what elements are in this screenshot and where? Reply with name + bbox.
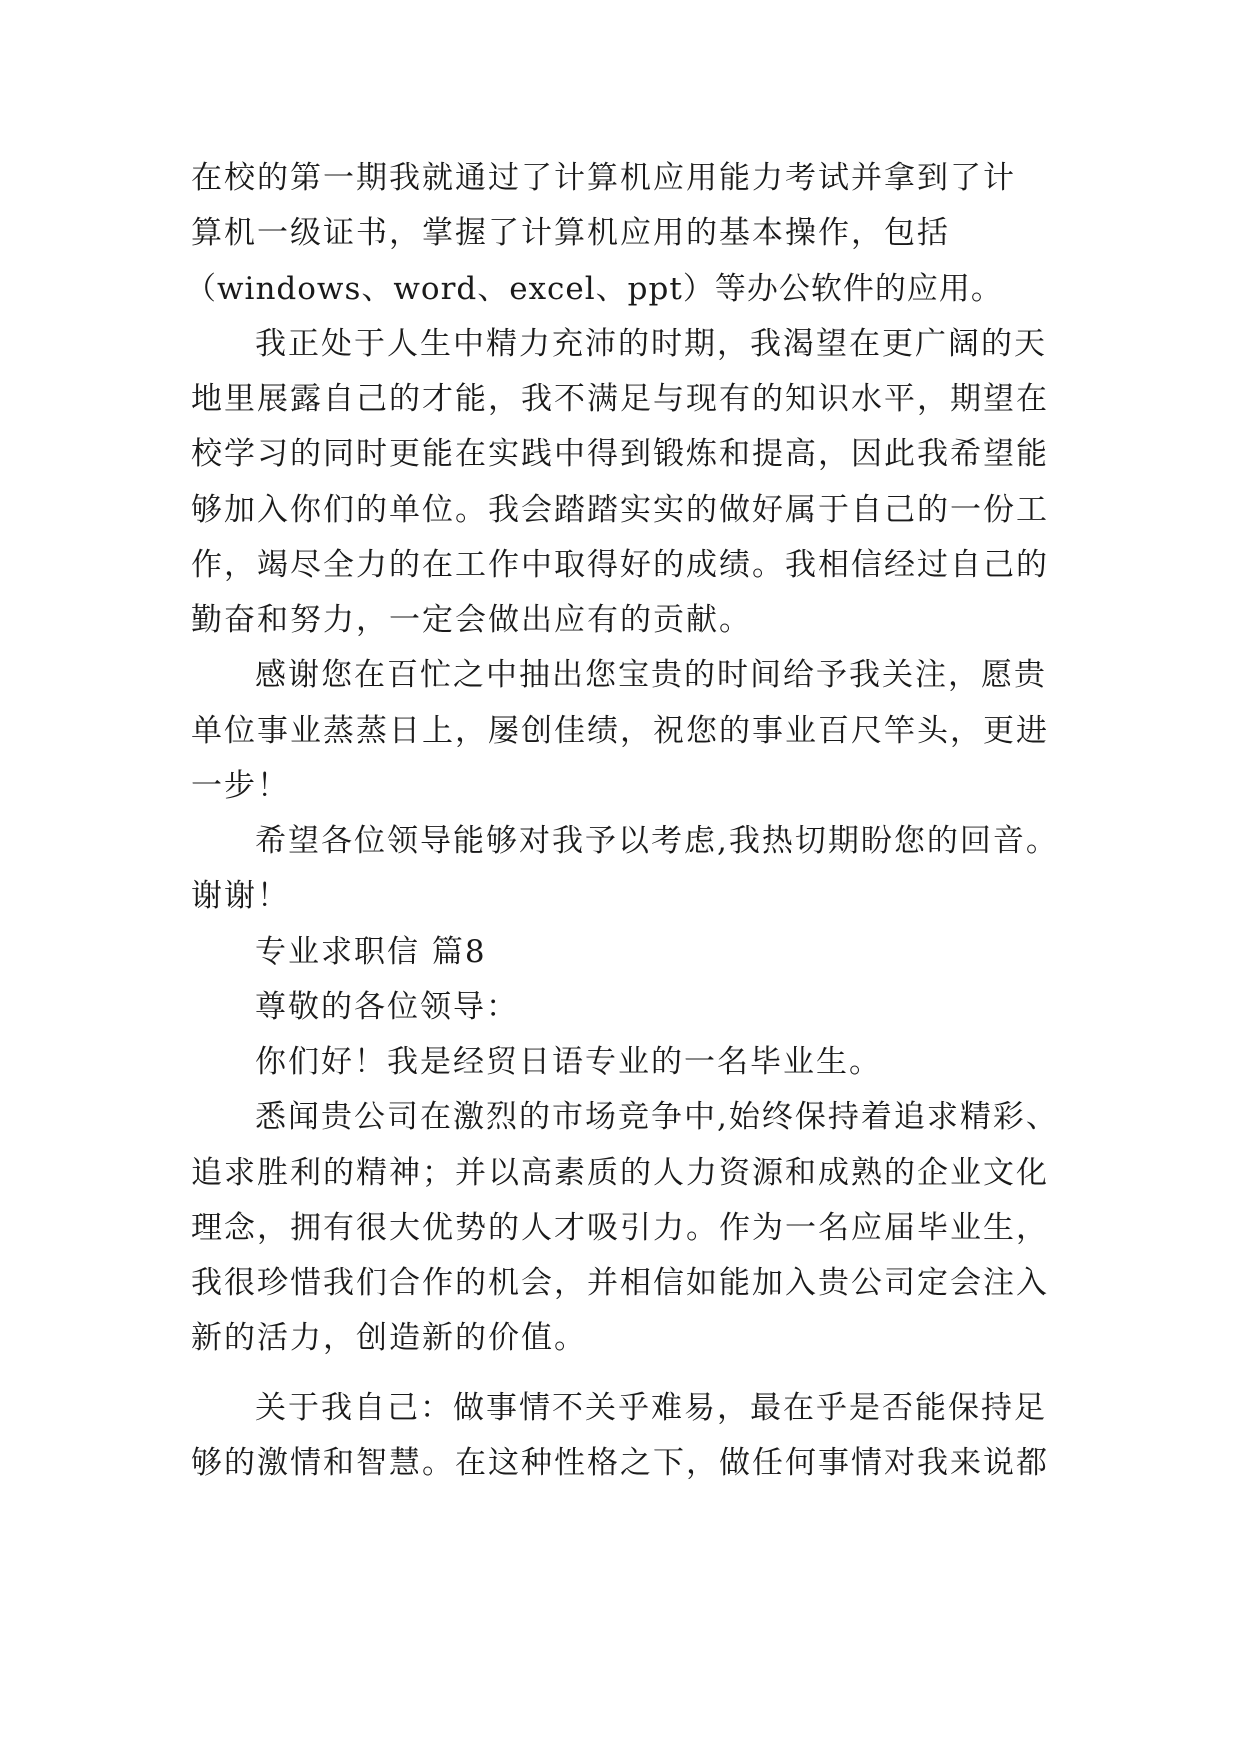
text-line: 我很珍惜我们合作的机会，并相信如能加入贵公司定会注入: [191, 1265, 1049, 1301]
text-line: 在校的第一期我就通过了计算机应用能力考试并拿到了计: [191, 160, 1016, 196]
text-line: 单位事业蒸蒸日上，屡创佳绩，祝您的事业百尺竿头，更进: [191, 713, 1049, 749]
text-line: 关于我自己：做事情不关乎难易，最在乎是否能保持足: [255, 1390, 1047, 1426]
text-line: 理念，拥有很大优势的人才吸引力。作为一名应届毕业生，: [191, 1210, 1049, 1246]
text-line: （windows、word、excel、ppt）等办公软件的应用。: [185, 271, 1003, 307]
text-line: 够的激情和智慧。在这种性格之下，做任何事情对我来说都: [191, 1445, 1049, 1481]
text-line: 希望各位领导能够对我予以考虑,我热切期盼您的回音。: [255, 823, 1059, 859]
text-line: 算机一级证书，掌握了计算机应用的基本操作，包括: [191, 215, 950, 251]
text-line: 校学习的同时更能在实践中得到锻炼和提高，因此我希望能: [191, 436, 1049, 472]
salutation: 尊敬的各位领导：: [255, 989, 519, 1025]
text-line: 你们好！我是经贸日语专业的一名毕业生。: [255, 1044, 882, 1080]
text-line: 悉闻贵公司在激烈的市场竞争中,始终保持着追求精彩、: [255, 1099, 1059, 1135]
text-line: 够加入你们的单位。我会踏踏实实的做好属于自己的一份工: [191, 492, 1049, 528]
text-line: 谢谢！: [191, 878, 290, 914]
text-line: 新的活力，创造新的价值。: [191, 1320, 587, 1356]
text-line: 追求胜利的精神；并以高素质的人力资源和成熟的企业文化: [191, 1155, 1049, 1191]
text-line: 勤奋和努力，一定会做出应有的贡献。: [191, 602, 752, 638]
text-line: 一步！: [191, 768, 290, 804]
text-line: 感谢您在百忙之中抽出您宝贵的时间给予我关注，愿贵: [255, 657, 1047, 693]
text-line: 作，竭尽全力的在工作中取得好的成绩。我相信经过自己的: [191, 547, 1049, 583]
section-heading: 专业求职信 篇8: [255, 934, 487, 970]
text-line: 我正处于人生中精力充沛的时期，我渴望在更广阔的天: [255, 326, 1047, 362]
text-line: 地里展露自己的才能，我不满足与现有的知识水平，期望在: [191, 381, 1049, 417]
